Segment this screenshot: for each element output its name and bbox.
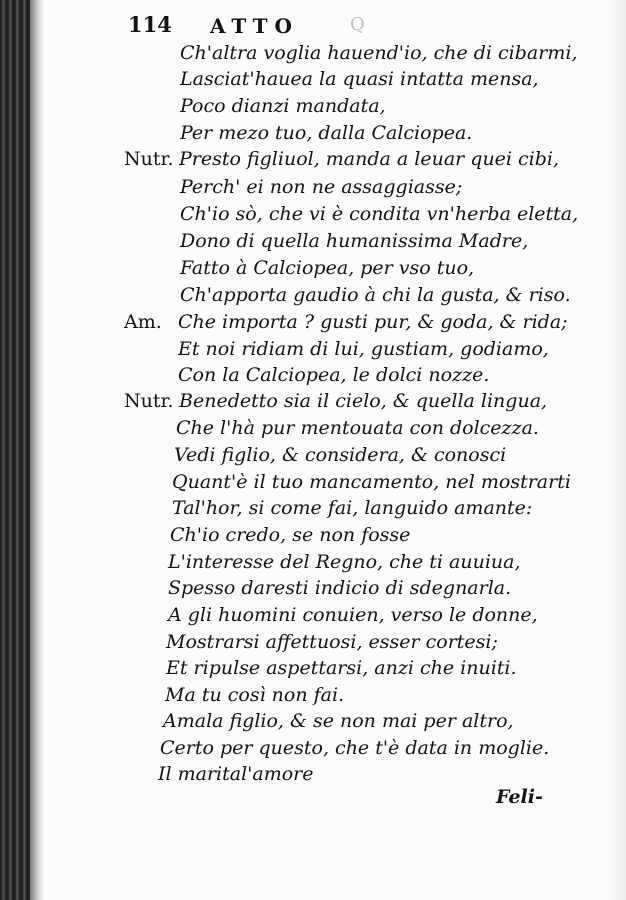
verse-line: Ma tu così non fai.: [165, 684, 345, 706]
verse-line: Mostrarsi affettuosi, esser cortesi;: [166, 631, 498, 653]
verse-line: Ch'io credo, se non fosse: [170, 524, 411, 546]
show-through-mark: Q: [350, 14, 371, 35]
verse-line: Che l'hà pur mentouata con dolcezza.: [176, 417, 539, 439]
verse-line: Perch' ei non ne assaggiasse;: [180, 176, 463, 198]
verse-line: Quant'è il tuo mancamento, nel mostrarti: [172, 471, 571, 493]
verse-line: Ch'io sò, che vi è condita vn'herba eletta,: [180, 203, 579, 225]
verse-line: Lasciat'hauea la quasi intatta mensa,: [180, 68, 539, 90]
verse-line: Benedetto sia il cielo, & quella lingua,: [179, 390, 548, 412]
verse-line: Con la Calciopea, le dolci nozze.: [178, 364, 490, 386]
verse-line: Et ripulse aspettarsi, anzi che inuiti.: [166, 657, 517, 679]
verse-line: Per mezo tuo, dalla Calciopea.: [180, 122, 473, 144]
verse-line: Che importa ? gusti pur, & goda, & rida;: [178, 311, 568, 333]
verse-line: Ch'apporta gaudio à chi la gusta, & riso.: [180, 284, 571, 306]
verse-line: Fatto à Calciopea, per vso tuo,: [180, 257, 475, 279]
verse-line: L'interesse del Regno, che ti auuiua,: [168, 551, 521, 573]
verse-line: Dono di quella humanissima Madre,: [180, 230, 529, 252]
verse-line: Certo per questo, che t'è data in moglie.: [160, 737, 550, 759]
verse-line: Amala figlio, & se non mai per altro,: [163, 710, 514, 732]
verse-line: Presto figliuol, manda a leuar quei cibi,: [179, 148, 560, 170]
verse-line: A gli huomini conuien, verso le donne,: [168, 604, 538, 626]
verse-line: Tal'hor, si come fai, languido amante:: [172, 497, 533, 519]
speaker-label: Nutr.: [124, 390, 174, 412]
verse-line: Et noi ridiam di lui, gustiam, godiamo,: [178, 338, 549, 360]
page-number: 114: [128, 12, 172, 37]
catchword: Feli-: [496, 786, 543, 808]
verse-line: Poco dianzi mandata,: [180, 95, 386, 117]
running-head: ATTO: [210, 14, 299, 38]
verse-line: Il marital'amore: [158, 763, 314, 785]
speaker-label: Nutr.: [124, 148, 174, 170]
verse-line: Vedi figlio, & considera, & conosci: [174, 444, 507, 466]
speaker-label: Am.: [124, 311, 162, 333]
verse-line: Spesso daresti indicio di sdegnarla.: [168, 577, 512, 599]
verse-line: Ch'altra voglia hauend'io, che di cibarmi,: [180, 42, 578, 64]
